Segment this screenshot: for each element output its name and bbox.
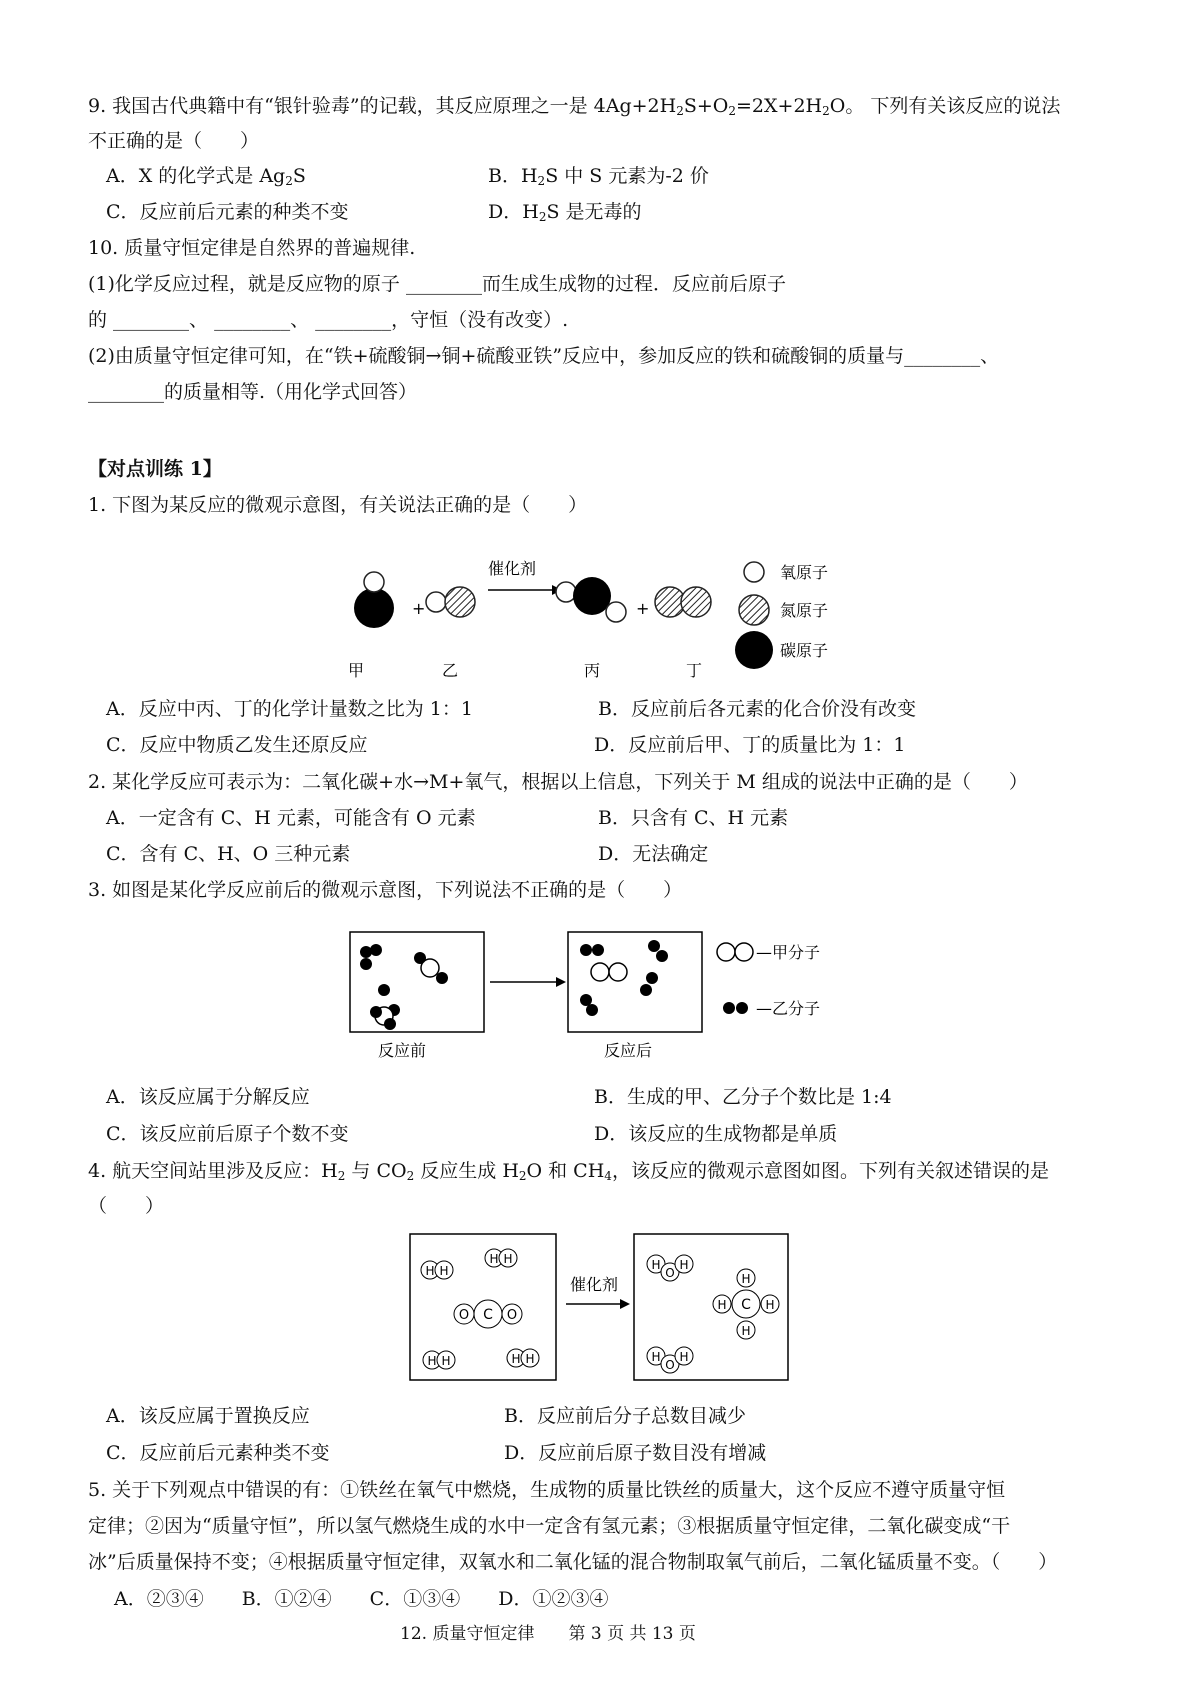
svg-text:H: H bbox=[441, 1354, 451, 1368]
svg-text:H: H bbox=[503, 1252, 513, 1266]
legend-oxygen: 氧原子 bbox=[780, 563, 829, 582]
plus-sign: + bbox=[412, 599, 426, 618]
tq2-stem: 2. 某化学反应可表示为：二氧化碳+水→M+氧气，根据以上信息，下列关于 M 组成的说法中正确的是（ ） bbox=[88, 771, 1028, 793]
tq4-catalyst-label: 催化剂 bbox=[569, 1275, 619, 1294]
tq2-option-c: C．含有 C、H、O 三种元素 bbox=[106, 843, 351, 865]
h2-molecule-1 bbox=[421, 1261, 453, 1279]
tq2-option-a: A．一定含有 C、H 元素，可能含有 O 元素 bbox=[106, 807, 476, 829]
legend-yi: —乙分子 bbox=[756, 999, 821, 1018]
svg-text:O: O bbox=[665, 1266, 675, 1280]
h2-molecule-3 bbox=[423, 1351, 455, 1369]
legend-jia-icon bbox=[717, 943, 735, 961]
h2-molecule-4 bbox=[507, 1349, 539, 1367]
tq3-micro-diagram bbox=[348, 930, 868, 1070]
svg-text:H: H bbox=[741, 1324, 751, 1338]
label-ding: 丁 bbox=[686, 661, 703, 680]
svg-text:H: H bbox=[511, 1352, 521, 1366]
q10-stem: 10. 质量守恒定律是自然界的普遍规律. bbox=[88, 237, 416, 259]
q9-option-b: B．$H_2S$ 中 S 元素为-2 价 bbox=[488, 165, 709, 188]
q10-part1-line2: 的 ________、 ________、 ________，守恒（没有改变）. bbox=[88, 309, 569, 331]
tq1-option-c: C．反应中物质乙发生还原反应 bbox=[106, 734, 368, 756]
tq1-stem: 1. 下图为某反应的微观示意图，有关说法正确的是（ ） bbox=[88, 494, 588, 516]
svg-text:O: O bbox=[458, 1308, 470, 1323]
tq3-option-d: D．该反应的生成物都是单质 bbox=[594, 1123, 838, 1145]
tq3-stem: 3. 如图是某化学反应前后的微观示意图，下列说法不正确的是（ ） bbox=[88, 879, 683, 901]
svg-text:C: C bbox=[741, 1297, 751, 1313]
page-footer: 12. 质量守恒定律 第 3 页 共 13 页 bbox=[400, 1624, 696, 1644]
svg-text:O: O bbox=[665, 1358, 675, 1372]
svg-text:H: H bbox=[651, 1258, 661, 1272]
tq1-option-a: A．反应中丙、丁的化学计量数之比为 1：1 bbox=[106, 698, 473, 720]
label-jia: 甲 bbox=[348, 661, 365, 680]
svg-text:H: H bbox=[525, 1352, 535, 1366]
legend-jia-icon-2 bbox=[735, 943, 753, 961]
q9-stem-line2: 不正确的是（ ） bbox=[88, 130, 260, 152]
svg-text:C: C bbox=[483, 1307, 493, 1323]
svg-text:H: H bbox=[439, 1264, 449, 1278]
svg-text:H: H bbox=[679, 1350, 689, 1364]
h2-molecule-2 bbox=[485, 1249, 517, 1267]
tq2-option-d: D．无法确定 bbox=[598, 843, 709, 865]
tq5-line1: 5. 关于下列观点中错误的有：①铁丝在氧气中燃烧，生成物的质量比铁丝的质量大，这个反应不遵守质量守恒 bbox=[88, 1479, 1006, 1501]
legend-yi-icon bbox=[723, 1002, 735, 1014]
q9-stem: 9. 我国古代典籍中有“银针验毒”的记载，其反应原理之一是 $4Ag+2H_2S+O_2=2X+2H_2O$。 下列有关该反应的说法 bbox=[88, 95, 1061, 118]
svg-text:O: O bbox=[506, 1308, 518, 1323]
tq4-option-b: B．反应前后分子总数目减少 bbox=[504, 1405, 746, 1427]
tq3-option-c: C．该反应前后原子个数不变 bbox=[106, 1123, 349, 1145]
legend-nitrogen-icon bbox=[739, 595, 769, 625]
tq3-option-a: A．该反应属于分解反应 bbox=[106, 1086, 310, 1108]
legend-yi-icon-2 bbox=[736, 1002, 748, 1014]
svg-text:H: H bbox=[489, 1252, 499, 1266]
tq4-option-a: A．该反应属于置换反应 bbox=[106, 1405, 310, 1427]
q9-option-c: C．反应前后元素的种类不变 bbox=[106, 201, 349, 223]
tq1-option-d: D．反应前后甲、丁的质量比为 1：1 bbox=[594, 734, 906, 756]
tq3-option-b: B．生成的甲、乙分子个数比是 1:4 bbox=[594, 1086, 892, 1108]
svg-text:H: H bbox=[427, 1354, 437, 1368]
svg-text:H: H bbox=[741, 1272, 751, 1286]
svg-text:H: H bbox=[717, 1298, 727, 1312]
molecule-bing bbox=[556, 577, 626, 622]
molecule-yi bbox=[426, 587, 475, 617]
tq5-line2: 定律；②因为“质量守恒”，所以氢气燃烧生成的水中一定含有氢元素；③根据质量守恒定律，二氧化碳变成“干 bbox=[88, 1515, 1011, 1537]
q10-part1-line1: (1)化学反应过程，就是反应物的原子 ________而生成生成物的过程．反应前后原子 bbox=[88, 273, 786, 295]
label-bing: 丙 bbox=[584, 661, 601, 680]
tq5-line3: 冰”后质量保持不变；④根据质量守恒定律，双氧水和二氧化锰的混合物制取氧气前后，二氧化锰质量不变。（ ） bbox=[88, 1551, 1058, 1573]
legend-jia: —甲分子 bbox=[756, 943, 821, 962]
molecule-jia bbox=[354, 572, 394, 628]
legend-nitrogen: 氮原子 bbox=[780, 601, 829, 620]
label-yi: 乙 bbox=[442, 661, 459, 680]
molecule-ding bbox=[655, 587, 711, 617]
q9-option-a: A．X 的化学式是 $Ag_2S$ bbox=[106, 165, 306, 188]
tq3-arrow-head bbox=[556, 977, 566, 987]
svg-text:H: H bbox=[679, 1258, 689, 1272]
svg-text:H: H bbox=[651, 1350, 661, 1364]
q9-option-d: D．$H_2S$ 是无毒的 bbox=[488, 201, 642, 224]
legend-oxygen-icon bbox=[744, 562, 764, 582]
label-before: 反应前 bbox=[378, 1041, 427, 1060]
co2-molecule bbox=[454, 1300, 522, 1328]
tq4-option-c: C．反应前后元素种类不变 bbox=[106, 1442, 330, 1464]
tq4-stem-line2: （ ） bbox=[88, 1195, 165, 1217]
tq1-micro-diagram bbox=[340, 540, 860, 680]
svg-text:H: H bbox=[765, 1298, 775, 1312]
svg-text:H: H bbox=[425, 1264, 435, 1278]
section-title: 【对点训练 1】 bbox=[88, 458, 222, 480]
tq5-options: A．②③④ B．①②④ C．①③④ D．①②③④ bbox=[114, 1588, 609, 1610]
tq2-option-b: B．只含有 C、H 元素 bbox=[598, 807, 789, 829]
q10-part2-line1: (2)由质量守恒定律可知，在“铁+硫酸铜→铜+硫酸亚铁”反应中，参加反应的铁和硫酸铜的质量与________、 bbox=[88, 345, 1000, 367]
before-box bbox=[350, 932, 484, 1032]
legend-carbon: 碳原子 bbox=[780, 641, 829, 660]
tq1-option-b: B．反应前后各元素的化合价没有改变 bbox=[598, 698, 916, 720]
catalyst-label: 催化剂 bbox=[488, 559, 537, 578]
tq4-option-d: D．反应前后原子数目没有增减 bbox=[504, 1442, 767, 1464]
label-after: 反应后 bbox=[604, 1041, 653, 1060]
tq4-arrow-head bbox=[620, 1299, 630, 1309]
plus-sign-2: + bbox=[636, 599, 650, 618]
tq4-micro-diagram bbox=[408, 1232, 818, 1388]
tq4-stem: 4. 航天空间站里涉及反应：$H_2$ 与 $CO_2$ 反应生成 $H_2O$ 和 $CH_4$，该反应的微观示意图如图。下列有关叙述错误的是 bbox=[88, 1160, 1049, 1183]
legend-carbon-icon bbox=[735, 631, 773, 669]
q10-part2-line2: ________的质量相等.（用化学式回答） bbox=[88, 381, 418, 403]
